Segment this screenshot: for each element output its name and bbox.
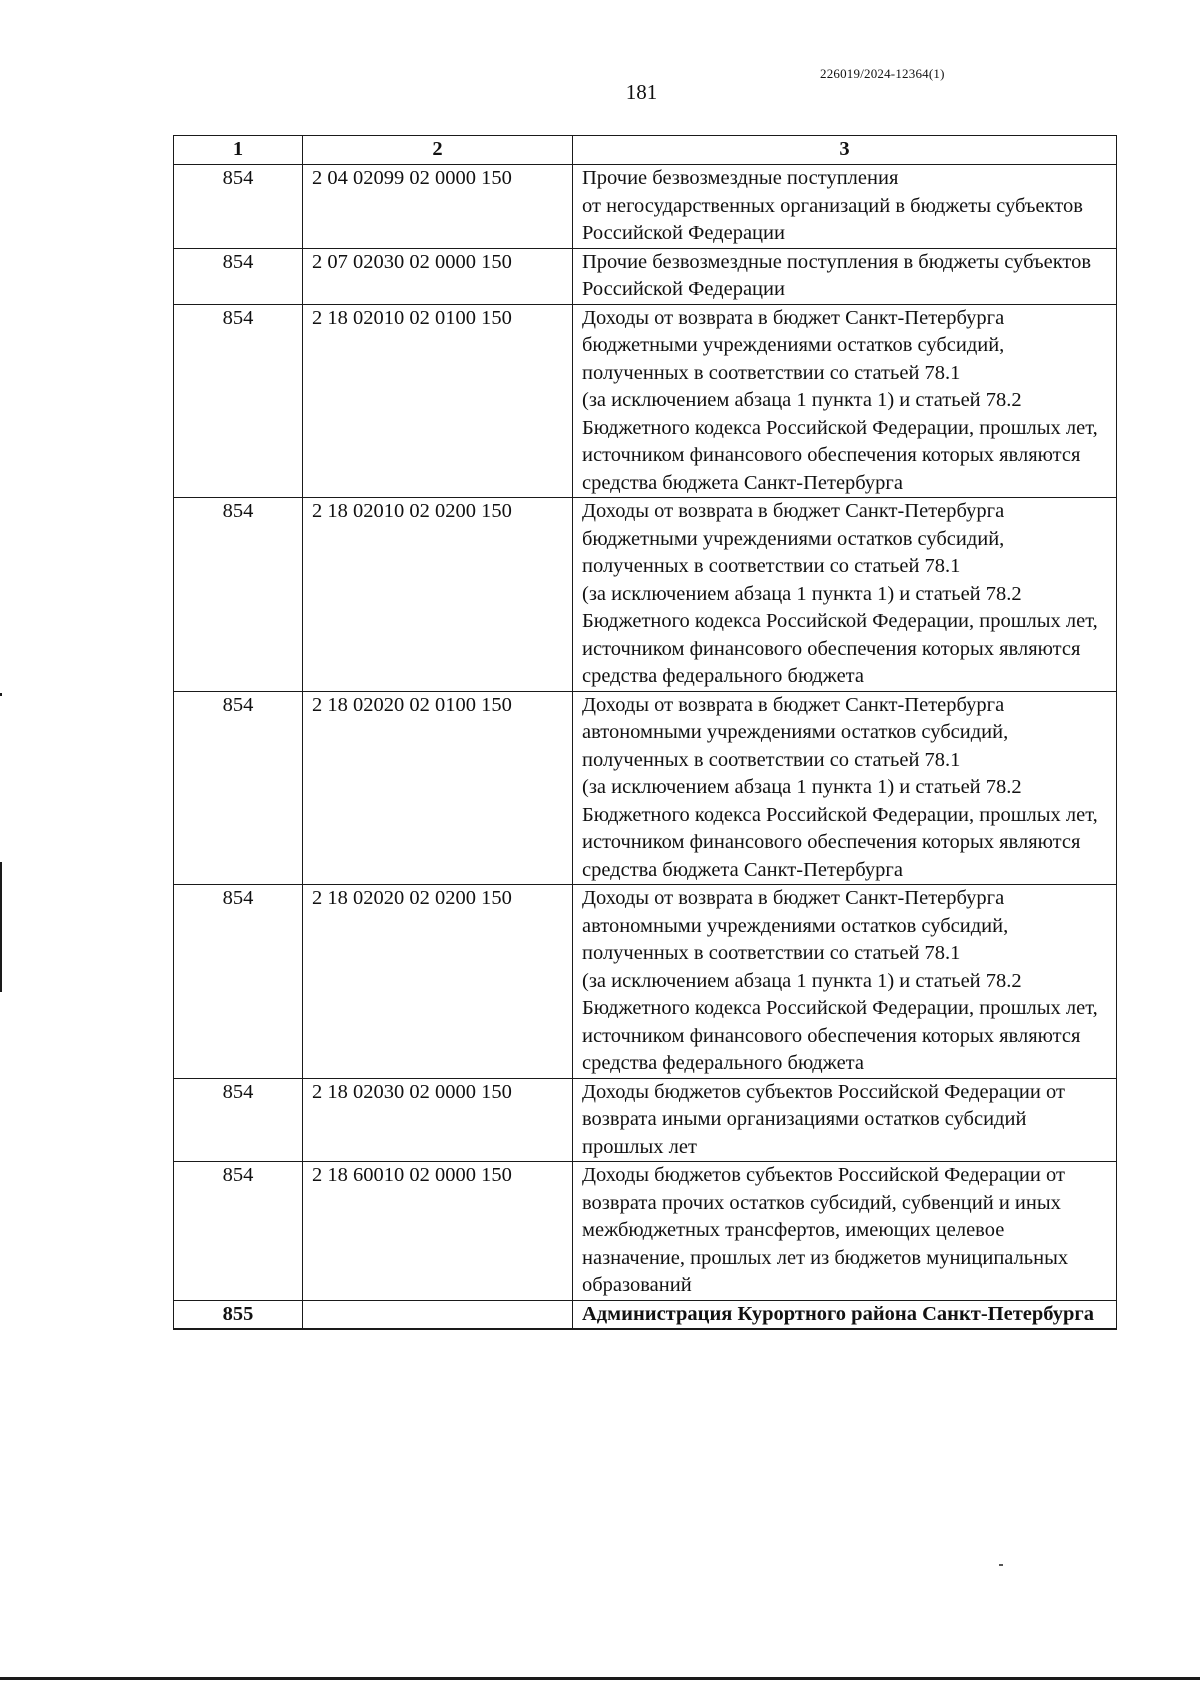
table-row — [174, 1300, 1117, 1329]
table-row — [174, 248, 1117, 304]
table-row — [174, 1162, 1117, 1301]
page-number: 181 — [625, 80, 658, 104]
revenue-codes-table-container — [173, 135, 1117, 1330]
revenue-name-cell: Доходы бюджетов субъектов Российской Федерации от возврата иными организациями остатков субсидий прошлых лет — [573, 1078, 1117, 1162]
budget-classification-code-cell: 2 18 02010 02 0100 150 — [303, 304, 573, 498]
revenue-name-cell: Доходы от возврата в бюджет Санкт-Петербурга бюджетными учреждениями остатков субсидий, полученных в соответствии со статьей 78.1 (за исключением абзаца 1 пункта 1) и статьей 78.2 Бюджетного кодекса Российской Федерации, прошлых лет, источником финансового обеспечения которых являются средства федерального бюджета — [573, 498, 1117, 692]
table-row — [174, 885, 1117, 1079]
budget-classification-code-cell — [303, 1300, 573, 1329]
revenue-name-cell: Доходы от возврата в бюджет Санкт-Петербурга автономными учреждениями остатков субсидий, полученных в соответствии со статьей 78.1 (за исключением абзаца 1 пункта 1) и статьей 78.2 Бюджетного кодекса Российской Федерации, прошлых лет, источником финансового обеспечения которых являются средства бюджета Санкт-Петербурга — [573, 691, 1117, 885]
administrator-code-cell: 854 — [174, 1162, 303, 1301]
administrator-code-cell: 854 — [174, 165, 303, 249]
column-header-1: 1 — [174, 136, 303, 165]
table-row — [174, 1078, 1117, 1162]
revenue-name-cell: Прочие безвозмездные поступления в бюджеты субъектов Российской Федерации — [573, 248, 1117, 304]
document-registration-number: 226019/2024-12364(1) — [820, 66, 945, 81]
budget-classification-code-cell: 2 18 02020 02 0100 150 — [303, 691, 573, 885]
table-header-row — [174, 136, 1117, 165]
table-row — [174, 165, 1117, 249]
administrator-code-cell: 854 — [174, 498, 303, 692]
budget-classification-code-cell: 2 18 02020 02 0200 150 — [303, 885, 573, 1079]
revenue-name-cell: Доходы от возврата в бюджет Санкт-Петербурга бюджетными учреждениями остатков субсидий, полученных в соответствии со статьей 78.1 (за исключением абзаца 1 пункта 1) и статьей 78.2 Бюджетного кодекса Российской Федерации, прошлых лет, источником финансового обеспечения которых являются средства бюджета Санкт-Петербурга — [573, 304, 1117, 498]
table-row — [174, 691, 1117, 885]
administrator-code-cell: 854 — [174, 691, 303, 885]
budget-classification-code-cell: 2 18 02010 02 0200 150 — [303, 498, 573, 692]
scan-bottom-edge — [0, 1677, 1200, 1680]
administrator-code-cell: 855 — [174, 1300, 303, 1329]
table-body — [174, 165, 1117, 1330]
column-header-2: 2 — [303, 136, 573, 165]
administrator-code-cell: 854 — [174, 248, 303, 304]
administrator-code-cell: 854 — [174, 885, 303, 1079]
budget-classification-code-cell: 2 07 02030 02 0000 150 — [303, 248, 573, 304]
administrator-code-cell: 854 — [174, 1078, 303, 1162]
revenue-name-cell: Доходы бюджетов субъектов Российской Федерации от возврата прочих остатков субсидий, субвенций и иных межбюджетных трансфертов, имеющих целевое назначение, прошлых лет из бюджетов муниципальных образований — [573, 1162, 1117, 1301]
scan-speck — [0, 693, 2, 696]
scan-edge-mark — [0, 862, 2, 992]
revenue-name-cell: Администрация Курортного района Санкт-Петербурга — [573, 1300, 1117, 1329]
budget-classification-code-cell: 2 18 02030 02 0000 150 — [303, 1078, 573, 1162]
budget-classification-code-cell: 2 04 02099 02 0000 150 — [303, 165, 573, 249]
revenue-name-cell: Прочие безвозмездные поступления от негосударственных организаций в бюджеты субъектов Российской Федерации — [573, 165, 1117, 249]
table-row — [174, 304, 1117, 498]
revenue-codes-table — [173, 135, 1117, 1330]
administrator-code-cell: 854 — [174, 304, 303, 498]
column-header-3: 3 — [573, 136, 1117, 165]
budget-classification-code-cell: 2 18 60010 02 0000 150 — [303, 1162, 573, 1301]
scan-speck — [999, 1564, 1003, 1566]
table-row — [174, 498, 1117, 692]
revenue-name-cell: Доходы от возврата в бюджет Санкт-Петербурга автономными учреждениями остатков субсидий, полученных в соответствии со статьей 78.1 (за исключением абзаца 1 пункта 1) и статьей 78.2 Бюджетного кодекса Российской Федерации, прошлых лет, источником финансового обеспечения которых являются средства федерального бюджета — [573, 885, 1117, 1079]
